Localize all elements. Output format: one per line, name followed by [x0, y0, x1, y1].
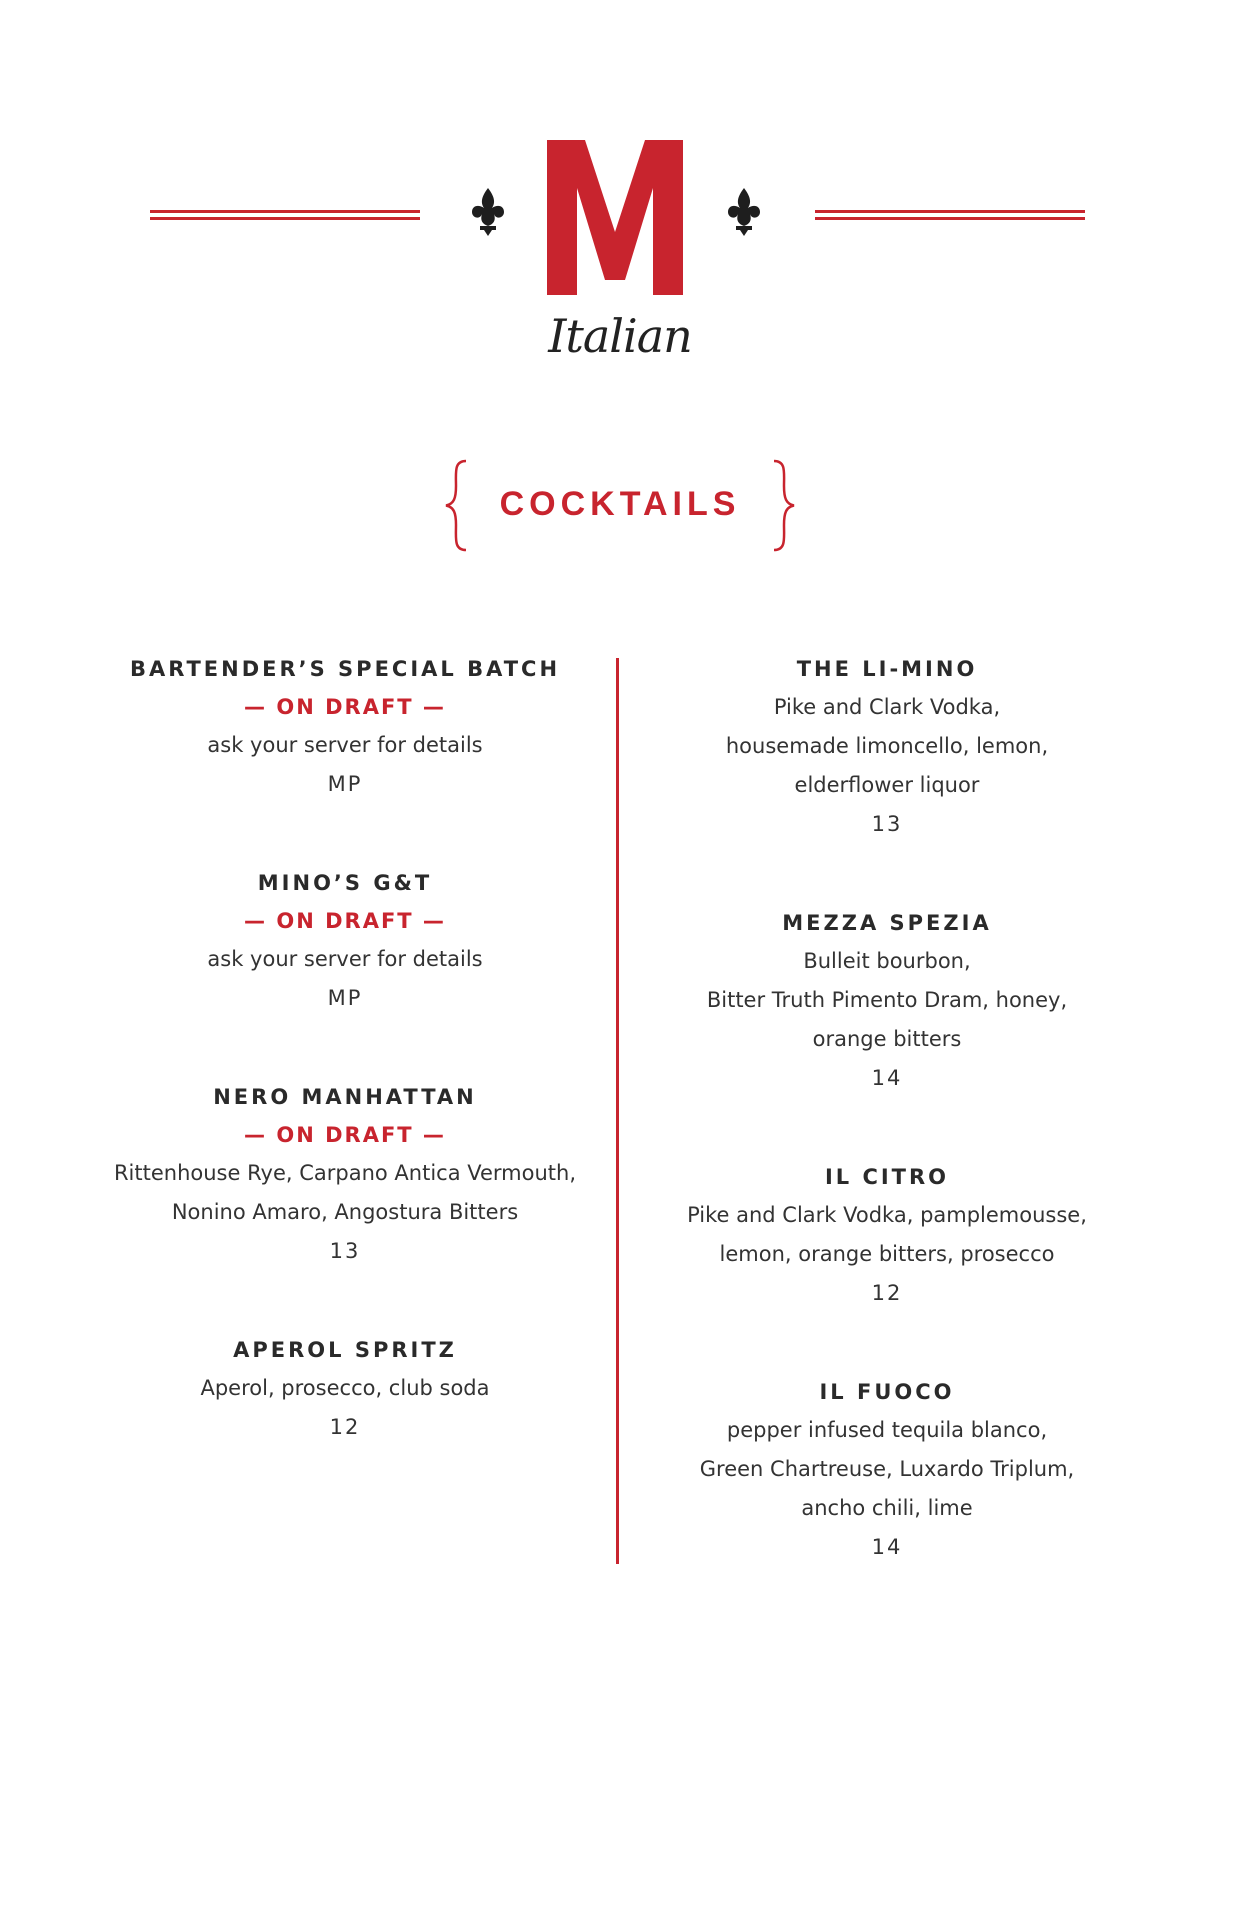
item-description: ask your server for details: [207, 733, 483, 757]
item-price: 13: [871, 812, 903, 836]
item-price: 14: [871, 1535, 903, 1559]
item-price: MP: [327, 986, 363, 1010]
fleur-de-lis-ornament-icon: [724, 186, 764, 236]
menu-item: [85, 1331, 605, 1447]
item-price: 14: [871, 1066, 903, 1090]
menu-column-left: [85, 650, 605, 1507]
item-description: Bulleit bourbon, Bitter Truth Pimento Dram, honey, orange bitters: [706, 949, 1068, 1051]
header-rule-left: [150, 210, 420, 220]
menu-column-right: [627, 650, 1147, 1627]
item-name: APEROL SPRITZ: [233, 1338, 457, 1362]
item-name: IL FUOCO: [819, 1380, 955, 1404]
menu-item: [627, 1158, 1147, 1313]
item-draft-tag: — ON DRAFT —: [244, 909, 446, 933]
header-rule-right: [815, 210, 1085, 220]
item-price: 12: [329, 1415, 361, 1439]
menu-item: [627, 650, 1147, 844]
column-divider: [616, 658, 619, 1564]
item-name: MEZZA SPEZIA: [782, 911, 992, 935]
menu-item: [85, 650, 605, 804]
menu-item: [85, 1078, 605, 1271]
item-description: Aperol, prosecco, club soda: [200, 1376, 490, 1400]
item-price: 13: [329, 1239, 361, 1263]
logo-m-mark: [545, 140, 685, 295]
menu-item: [627, 1373, 1147, 1567]
curly-brace-right-icon: [768, 458, 798, 553]
item-price: MP: [327, 772, 363, 796]
item-name: THE LI-MINO: [796, 657, 978, 681]
item-description: Pike and Clark Vodka, housemade limoncello, lemon, elderflower liquor: [725, 695, 1049, 797]
item-name: NERO MANHATTAN: [213, 1085, 477, 1109]
menu-item: [85, 864, 605, 1018]
curly-brace-left-icon: [442, 458, 472, 553]
item-draft-tag: — ON DRAFT —: [244, 1123, 446, 1147]
item-price: 12: [871, 1281, 903, 1305]
logo-subtitle: Italian: [548, 309, 692, 363]
fleur-de-lis-ornament-icon: [468, 186, 508, 236]
item-description: pepper infused tequila blanco, Green Chartreuse, Luxardo Triplum, ancho chili, lime: [699, 1418, 1075, 1520]
menu-item: [627, 904, 1147, 1098]
item-description: ask your server for details: [207, 947, 483, 971]
item-description: Pike and Clark Vodka, pamplemousse, lemon, orange bitters, prosecco: [687, 1203, 1087, 1266]
item-name: MINO’S G&T: [257, 871, 433, 895]
section-title: COCKTAILS: [499, 485, 741, 523]
item-draft-tag: — ON DRAFT —: [244, 695, 446, 719]
item-description: Rittenhouse Rye, Carpano Antica Vermouth, Nonino Amaro, Angostura Bitters: [113, 1161, 577, 1224]
item-name: BARTENDER’S SPECIAL BATCH: [129, 657, 561, 681]
item-name: IL CITRO: [824, 1165, 950, 1189]
